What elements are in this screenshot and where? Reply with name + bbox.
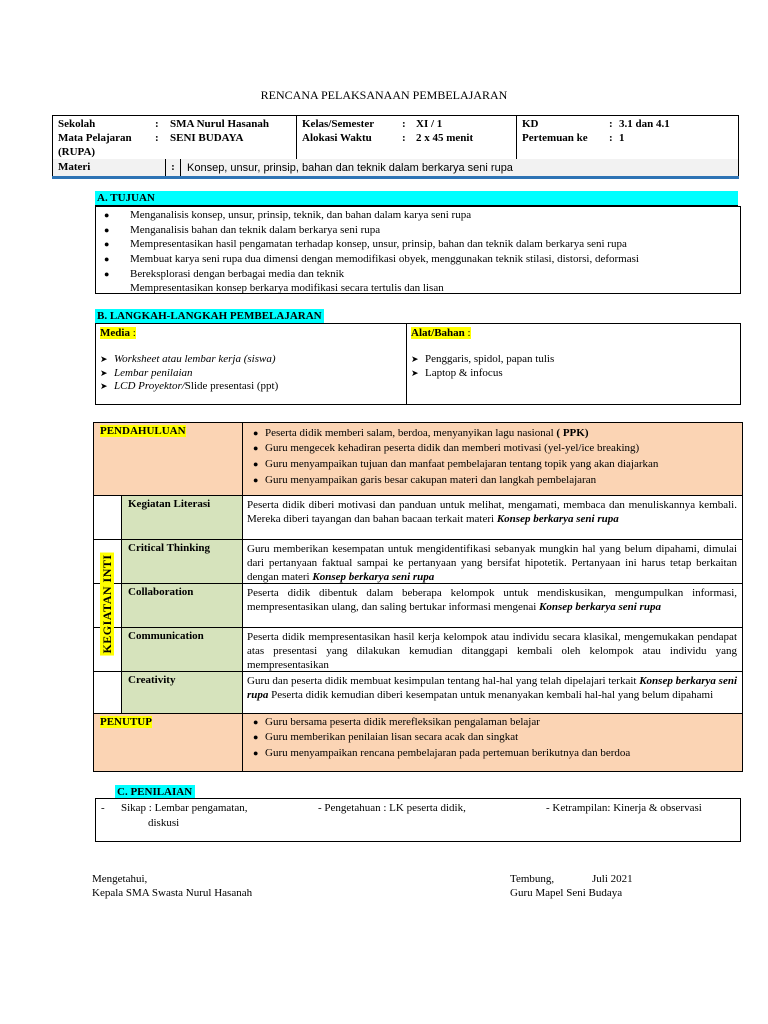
- media-column: [96, 324, 407, 404]
- sekolah-value: SMA Nurul Hasanah: [170, 118, 270, 130]
- list-item: [104, 252, 740, 267]
- tujuan-item: Menganalisis konsep, unsur, prinsip, teknik, dan bahan dalam karya seni rupa: [130, 209, 472, 222]
- bullet-icon: ●: [253, 474, 259, 485]
- arrow-bullet-icon: ➤: [411, 367, 419, 378]
- literasi-label: Kegiatan Literasi: [122, 496, 243, 539]
- mapel-value-2: (RUPA): [58, 146, 96, 158]
- materi-underline: [52, 176, 739, 179]
- media-item: Lembar penilaian: [114, 366, 193, 379]
- media-item: Worksheet atau lembar kerja (siswa): [114, 352, 276, 365]
- kelas-sep: :: [402, 118, 406, 130]
- pertemuan-label: Pertemuan ke: [522, 132, 588, 144]
- media-item: LCD Proyektor/: [114, 380, 185, 393]
- list-item: [104, 208, 740, 223]
- media-table: [95, 323, 741, 405]
- penilaian-heading-text: C. PENILAIAN: [115, 785, 195, 799]
- list-item: [243, 441, 742, 457]
- collaboration-text: Peserta didik dibentuk dalam beberapa kelompok untuk mendiskusikan, mengumpulkan informasi, mempresentasikan ulang, dan saling bertukar informasi mengenai Konsep berkarya seni rupa: [247, 587, 737, 613]
- alokasi-label: Alokasi Waktu: [302, 132, 372, 144]
- signature-left-1: Mengetahui,: [92, 873, 148, 885]
- bullet-icon: ●: [104, 268, 110, 279]
- pendahuluan-item: Guru mengecek kehadiran peserta didik dan memberi motivasi (yel-yel/ice breaking): [265, 442, 640, 455]
- pertemuan-value: 1: [619, 132, 625, 144]
- communication-text: Peserta didik mempresentasikan hasil kerja kelompok atau individu secara klasikal, mengemukakan pendapat atas presentasi yang dilakukan kemudian ditanggapi kembali oleh kelompok atau individu yang mempresentasikan: [247, 631, 737, 671]
- list-item: [104, 237, 740, 252]
- pertemuan-sep: :: [609, 132, 613, 144]
- list-item: [411, 366, 736, 380]
- list-item: [100, 379, 402, 393]
- alokasi-value: 2 x 45 menit: [416, 132, 474, 144]
- tujuan-item: Bereksplorasi dengan berbagai media dan teknik: [130, 267, 345, 280]
- penilaian-dash: -: [101, 802, 105, 814]
- alat-item: Penggaris, spidol, papan tulis: [425, 352, 555, 365]
- penutup-list: [243, 714, 742, 771]
- penutup-item: Guru memberikan penilaian lisan secara acak dan singkat: [265, 731, 519, 744]
- penutup-item: Guru bersama peserta didik merefleksikan pengalaman belajar: [265, 715, 540, 728]
- signature-left-2: Kepala SMA Swasta Nurul Hasanah: [92, 887, 253, 899]
- list-item: [100, 366, 402, 380]
- tujuan-item: Membuat karya seni rupa dua dimensi dengan memodifikasi obyek, menggunakan teknik stilasi, distorsi, deformasi: [130, 253, 639, 266]
- media-label: Media :: [100, 327, 136, 339]
- mapel-sep: :: [155, 132, 159, 144]
- langkah-heading-text: B. LANGKAH-LANGKAH PEMBELAJARAN: [97, 310, 322, 322]
- penutup-label-cell: [94, 714, 243, 771]
- list-item: [243, 425, 742, 441]
- tujuan-heading: [95, 191, 738, 206]
- media-item-suffix: Slide presentasi (ppt): [184, 380, 279, 393]
- bullet-icon: ●: [253, 458, 259, 469]
- penutup-item: Guru menyampaikan rencana pembelajaran pada pertemuan berikutnya dan berdoa: [265, 746, 631, 759]
- arrow-bullet-icon: ➤: [100, 353, 108, 364]
- materi-row: [52, 159, 739, 177]
- mapel-label: Mata Pelajaran: [58, 132, 132, 144]
- pendahuluan-item: Peserta didik memberi salam, berdoa, menyanyikan lagu nasional ( PPK): [265, 426, 589, 439]
- header-col-school: [53, 116, 297, 159]
- kelas-label: Kelas/Semester: [302, 118, 375, 130]
- list-item: [243, 730, 742, 746]
- literasi-row: [94, 496, 742, 540]
- list-item: [100, 352, 402, 366]
- pendahuluan-list: [243, 423, 742, 495]
- ppk-badge: ( PPK): [556, 426, 589, 439]
- mapel-value: SENI BUDAYA: [170, 132, 244, 144]
- penutup-row: [94, 714, 742, 771]
- bullet-icon: ●: [253, 443, 259, 454]
- tujuan-extra: Mempresentasikan konsep berkarya modifikasi secara tertulis dan lisan: [130, 282, 444, 295]
- sekolah-sep: :: [155, 118, 159, 130]
- critical-thinking-label: Critical Thinking: [122, 540, 243, 583]
- page-title: RENCANA PELAKSANAAN PEMBELAJARAN: [260, 88, 508, 102]
- communication-row: [94, 628, 742, 672]
- kegiatan-table: [93, 422, 743, 772]
- tujuan-item: Menganalisis bahan dan teknik dalam berkarya seni rupa: [130, 223, 381, 236]
- bullet-icon: ●: [104, 210, 110, 221]
- materi-sep: :: [165, 159, 181, 176]
- list-item: [243, 714, 742, 730]
- sekolah-label: Sekolah: [58, 118, 96, 130]
- bullet-icon: ●: [253, 747, 259, 758]
- pendahuluan-item: Guru menyampaikan tujuan dan manfaat pembelajaran tentang topik yang akan diajarkan: [265, 457, 659, 470]
- kd-label: KD: [522, 118, 539, 130]
- tujuan-heading-text: A. TUJUAN: [95, 191, 738, 205]
- tujuan-item: Mempresentasikan hasil pengamatan terhadap konsep, unsur, prinsip, bahan dan teknik dalam berkarya seni rupa: [130, 238, 627, 251]
- kelas-value: XI / 1: [416, 118, 443, 130]
- bullet-icon: ●: [104, 239, 110, 250]
- list-item: [104, 223, 740, 238]
- pendahuluan-label-cell: [94, 423, 243, 495]
- bullet-icon: ●: [253, 716, 259, 727]
- langkah-heading: [95, 309, 357, 324]
- header-col-class: [297, 116, 517, 159]
- creativity-label: Creativity: [122, 672, 243, 713]
- list-item: [243, 456, 742, 472]
- critical-thinking-row: [94, 540, 742, 584]
- list-item: [243, 745, 742, 761]
- kd-value: 3.1 dan 4.1: [619, 118, 670, 130]
- list-item: [243, 472, 742, 488]
- kegiatan-inti-text: KEGIATAN INTI: [100, 554, 114, 654]
- header-info-table: [52, 115, 739, 160]
- tujuan-list: [95, 206, 741, 294]
- pendahuluan-item: Guru menyampaikan garis besar cakupan materi dan langkah pembelajaran: [265, 473, 597, 486]
- penilaian-sikap: Sikap : Lembar pengamatan,: [121, 802, 248, 814]
- penilaian-box: [95, 798, 741, 842]
- penilaian-sikap-2: diskusi: [148, 817, 180, 829]
- arrow-bullet-icon: ➤: [100, 367, 108, 378]
- communication-label: Communication: [122, 628, 243, 671]
- penilaian-pengetahuan: - Pengetahuan : LK peserta didik,: [318, 802, 466, 814]
- kegiatan-inti-label: [93, 495, 121, 713]
- signature-right-2: Guru Mapel Seni Budaya: [510, 887, 623, 899]
- arrow-bullet-icon: ➤: [411, 353, 419, 364]
- list-item: [411, 352, 736, 366]
- signature-place: Tembung,: [510, 873, 555, 885]
- bullet-icon: ●: [253, 732, 259, 743]
- creativity-text: Guru dan peserta didik membuat kesimpulan tentang hal-hal yang telah dipelajari terkait Konsep berkarya seni rupa Peserta didik kemudian diberi kesempatan untuk menanyakan kembali hal-hal yang belum dipahami: [247, 675, 738, 701]
- pendahuluan-row: [94, 423, 742, 496]
- materi-value: Konsep, unsur, prinsip, bahan dan teknik dalam berkarya seni rupa: [187, 162, 513, 174]
- creativity-row: [94, 672, 742, 714]
- bullet-icon: ●: [104, 224, 110, 235]
- signature-date: Juli 2021: [592, 873, 633, 885]
- penilaian-keterampilan: - Ketrampilan: Kinerja & observasi: [546, 802, 702, 814]
- alokasi-sep: :: [402, 132, 406, 144]
- critical-thinking-text: Guru memberikan kesempatan untuk mengidentifikasi sebanyak mungkin hal yang belum dipahami, dimulai dari pertanyaan faktual sampai ke pertanyaan yang bersifat hipotetik. Pertanyaan ini harus tetap berkaitan dengan materi Konsep berkarya seni rupa: [247, 543, 737, 583]
- alat-label: Alat/Bahan :: [411, 327, 471, 339]
- list-item: [104, 281, 740, 296]
- list-item: [104, 266, 740, 281]
- literasi-text: Peserta didik diberi motivasi dan panduan untuk melihat, mengamati, membaca dan menuliskannya kembali. Mereka diberi tayangan dan bahan bacaan terkait materi Konsep berkarya seni rupa: [247, 499, 737, 525]
- alat-column: [407, 324, 740, 404]
- alat-item: Laptop & infocus: [425, 366, 503, 379]
- materi-label: Materi: [58, 161, 91, 173]
- collaboration-row: [94, 584, 742, 628]
- penutup-label: PENUTUP: [100, 716, 152, 728]
- collaboration-label: Collaboration: [122, 584, 243, 627]
- arrow-bullet-icon: ➤: [100, 381, 108, 392]
- header-col-kd: [517, 116, 738, 159]
- kd-sep: :: [609, 118, 613, 130]
- bullet-icon: ●: [104, 254, 110, 265]
- bullet-icon: ●: [253, 427, 259, 438]
- pendahuluan-label: PENDAHULUAN: [100, 425, 186, 437]
